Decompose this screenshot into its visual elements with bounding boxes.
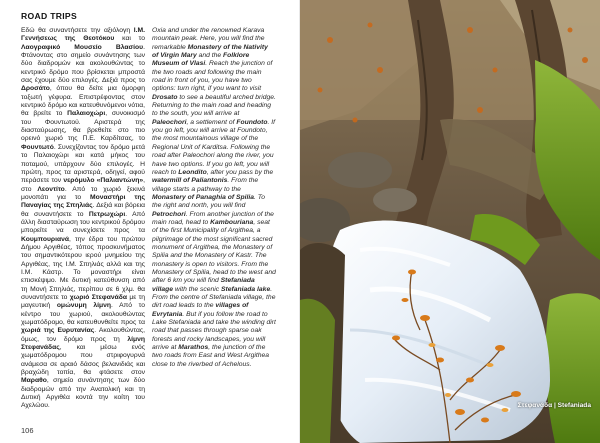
bold-place-name: λίμνη Στεφανάδας <box>21 335 145 352</box>
bold-place-name: villages of Evrytania <box>152 302 249 318</box>
text-run: , a settlement of <box>186 118 237 126</box>
bold-place-name: Μαραθο <box>21 377 47 385</box>
english-text-column <box>152 27 276 427</box>
text-run: . Συνεχίζοντας τον δρόμο μετά το Παλαιοχώρι και κατά μήκος του ποταμού, υπάρχουν δύο επιλογές. Η πρώτη, προς τα αριστερά, οδηγεί, αφού περάσετε τον <box>21 143 145 185</box>
text-run: . Φτάνοντας στο σημείο συνάντησης των δύο διαδρομών και ακολουθώντας το κεντρικό δρόμο που βρίσκεται μπροστά σας έχουμε δύο επιλογές. Δεξιά προς το <box>21 43 145 85</box>
text-run: . Από το χωριό ξεκινά μονοπάτι για το <box>21 185 145 201</box>
text-run: , σημείο συνάντησης των δύο διαδρομών από την Ανατολική και τη Δυτική Αργιθέα κοντά την κοίτη του Αχελώου. <box>21 377 145 410</box>
bold-place-name: Λαογραφικό Μουσείο Βλασίου <box>21 43 144 51</box>
bold-place-name: Foundoto <box>236 118 268 126</box>
bold-place-name: Φουντωτό <box>21 143 54 151</box>
bold-place-name: Kambouriana <box>210 218 254 226</box>
greek-text-column <box>21 27 145 427</box>
text-run: . From the village starts a pathway to the <box>152 177 259 193</box>
bold-place-name: Monastery of Panaghia of Spilia <box>152 193 255 201</box>
text-run: . Από άλλη διασταύρωση του κεντρικού δρόμου μπορείτε να συνεχίσετε προς τα <box>21 210 145 235</box>
bold-place-name: Μοναστήρι της Παναγίας της Σπηλιάς <box>21 193 145 210</box>
bold-place-name: Πετρωχώρι <box>88 210 126 218</box>
bold-place-name: νερόμυλο «Παλιαντώνη» <box>63 177 144 185</box>
bold-place-name: Leonditο <box>178 168 207 176</box>
text-run: με τη μαγευτική <box>21 294 145 310</box>
text-run: Εδώ θα συναντήσετε την αξιόλογη <box>21 27 134 34</box>
text-run: . Reach the junction of the two roads and following the main road in front of you, you have two options: turn right, if you want to visit <box>152 60 273 93</box>
text-run: . Από το κέντρο του χωριού, ακολουθώντας χωματόδρομο, θα κατευθυνθείτε προς τα <box>21 302 145 327</box>
bold-place-name: Folklore Museum of Vlasi <box>152 52 250 68</box>
bold-place-name: Δροσάτο <box>21 85 50 93</box>
text-run: . Δεξιά και βόρεια θα συναντήσετε το <box>21 202 145 218</box>
text-run: and the <box>196 52 224 60</box>
waterfall-photo <box>300 0 600 443</box>
text-run: . From another junction of the main road, head to <box>152 210 274 226</box>
text-run: , the junction of the two roads from East and West Argithea close to the riverbed of Achelous. <box>152 344 270 368</box>
text-run: . But if you follow the road to Lake Stefaniada and take the winding dirt road that passes through sparse oak forests and rocky landscapes, you will arrive at <box>152 310 276 352</box>
text-run: , και μέσω ενός χωματόδρομου που στριφογυρνά ανάμεσα σε αραιό δάσος βελανιδιάς και βραχώδη τοπία, θα φτάσετε στον <box>21 344 145 377</box>
text-run: . From the centre of Stefaniada village, the dirt road leads to the <box>152 285 276 310</box>
bold-place-name: watermill of Paliantonis <box>152 177 228 185</box>
bold-place-name: ομώνυμη λίμνη <box>56 302 111 310</box>
text-run: και το <box>114 35 145 43</box>
bold-place-name: Παλαιοχώρι <box>67 110 106 118</box>
text-run: , after you pass by the <box>206 168 274 176</box>
right-page-photo <box>300 0 600 443</box>
photo-caption: Στεφανάδα | Stefaniada <box>517 402 591 409</box>
bold-place-name: Λεοντίτο <box>37 185 65 193</box>
bold-place-name: Ι.Μ. Γεννήσεως της Θεοτόκου <box>21 27 145 43</box>
text-run: with the scenic <box>173 285 222 293</box>
bold-place-name: Monastery of the Nativity of Virgin Mary <box>152 43 268 60</box>
bold-place-name: Marathos <box>178 344 209 352</box>
text-run: to see a beautiful arched bridge. Returning to the main road and heading to the south, you will arrive at <box>152 93 276 118</box>
bold-place-name: Petrochori <box>152 210 186 218</box>
text-run: , όπου θα δείτε μια όμορφη τοξωτή γέφυρα. Επιστρέφοντας στον κεντρικό δρόμο και κατευθυνόμενοι νότια, θα βρείτε το <box>21 85 145 118</box>
text-run: Oxia and under the renowned Karava mountain peak. Here, you will find the remarkable <box>152 27 265 51</box>
text-run: , seat of the first Municipality of Argithea, a pilgrimage of the most significant sacred monument of Argithea, the Monastery of Spilia and the Monastery of Kastr. The monastery is open to visitors. From the Monastery of Spilia, head to the west and after 6 km you will find <box>152 218 276 285</box>
bold-place-name: Stefaniada village <box>152 277 255 293</box>
text-run: , στο <box>21 177 145 193</box>
text-run: , συνοικισμό του Φουντωτού. Αριστερά της διασταύρωσης, θα βρεθείτε στο πιο ορεινό χωριό της Π.Ε. Καρδίτσας, το <box>21 110 145 143</box>
bold-place-name: χωριά της Ευρυτανίας <box>21 327 95 335</box>
section-title: ROAD TRIPS <box>21 11 77 21</box>
page-number: 106 <box>21 426 34 435</box>
bold-place-name: Κουμπουριανά <box>21 235 70 243</box>
text-run: . If you go left, you will arrive at Foundoto, the most mountainous village of the Regional Unit of Karditsa. Following the road after Paleochori along the river, you have two options. If you go left, you will reach to <box>152 118 276 176</box>
text-run: , την έδρα του πρώτου Δήμου Αργιθέας, τόπος προσκυνήματος του σημαντικότερου ιερού μνημείου της Αργιθέας, της Ι.Μ. Σπηλιάς αλλά και της Ι.Μ. Κάστρ. Το μοναστήρι είναι επισκέψιμο. Με δυτική κατεύθυνση από τη Μονή Σπηλιάς, περίπου σε 6 χλμ. θα συναντήσετε το <box>21 235 145 301</box>
bold-place-name: Drosato <box>152 93 178 101</box>
text-run: . Ακολουθώντας, όμως, τον δρόμο προς τη <box>21 327 145 343</box>
bold-place-name: Stefaniada lake <box>221 285 271 293</box>
bold-place-name: χωριό Στεφανάδα <box>69 294 128 301</box>
text-run: . To the right and north, you will find <box>152 193 266 210</box>
bold-place-name: Paleochori <box>152 118 187 126</box>
